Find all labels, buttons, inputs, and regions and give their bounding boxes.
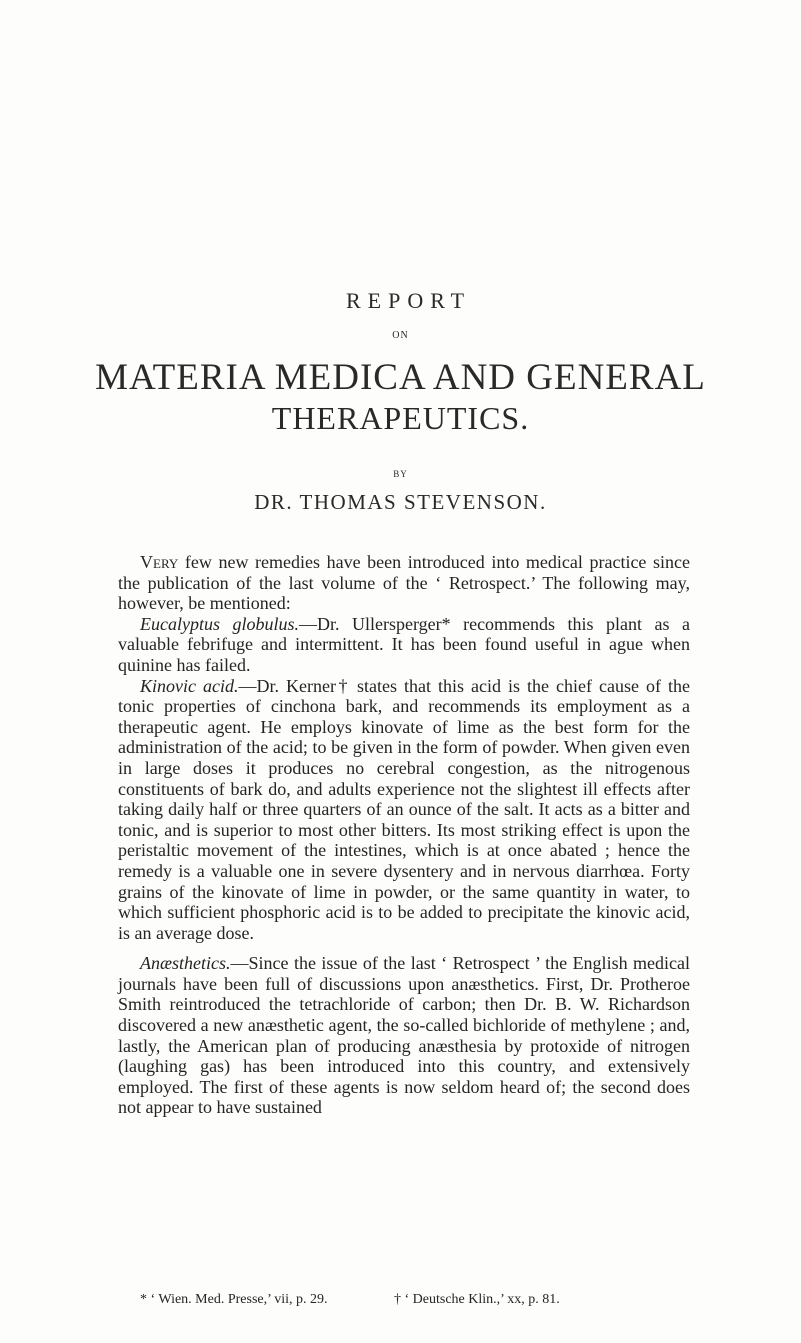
- anaesthetics-term: Anæsthetics.: [140, 953, 231, 974]
- anaesthetics-text: —Since the issue of the last ‘ Retrospect ’ the English medical journals have been full of discussions upon anæsthetics. First, Dr. Protheroe Smith reintroduced the tetrachloride of carbon; then Dr. B. W. Richardson discovered a new anæsthetic agent, the so-called bichloride of methylene ; and, lastly, the American plan of producing anæsthesia by protoxide of nitrogen (laughing gas) has been introduced into this country, and extensively employed. The first of these agents is now seldom heard of; the second does not appear to have sustained: [118, 953, 690, 1118]
- by-label: BY: [393, 469, 408, 479]
- footnotes: [140, 1292, 700, 1308]
- report-heading: REPORT: [345, 288, 472, 313]
- paragraph-intro: [118, 552, 690, 614]
- intro-text: few new remedies have been introduced into medical practice since the publication of the last volume of the ‘ Retrospect.’ The following may, however, be mentioned:: [118, 552, 690, 614]
- footnote-1: * ‘ Wien. Med. Presse,’ vii, p. 29.: [140, 1292, 328, 1307]
- paragraph-kinovic-acid: [118, 676, 690, 944]
- eucalyptus-term: Eucalyptus globulus.: [140, 613, 299, 634]
- footnote-2: † ‘ Deutsche Klin.,’ xx, p. 81.: [394, 1292, 560, 1307]
- title-line-1: MATERIA MEDICA AND GENERAL: [95, 357, 706, 398]
- body-text: [118, 552, 690, 1118]
- title-line-2: THERAPEUTICS.: [271, 400, 530, 436]
- eucalyptus-text: —Dr. Ullersperger* recommends this plant as a valuable febrifuge and intermittent. It has been found useful in ague when quinine has failed.: [118, 613, 690, 675]
- paragraph-eucalyptus: [118, 614, 690, 676]
- kinovic-acid-term: Kinovic acid.: [140, 675, 239, 696]
- on-label: ON: [392, 330, 409, 341]
- intro-lead-word: Very: [140, 552, 179, 572]
- author-name: DR. THOMAS STEVENSON.: [254, 490, 547, 514]
- kinovic-acid-text: —Dr. Kerner† states that this acid is the chief cause of the tonic properties of cinchona bark, and recommends its employment as a therapeutic agent. He employs kinovate of lime as the best form for the administration of the acid; to be given in the form of powder. When given even in large doses it produces no cerebral congestion, as the nitrogenous constituents of bark do, and adults experience not the slightest ill effects after taking daily half or three quarters of an ounce of the salt. It acts as a bitter and tonic, and is superior to most other bitters. Its most striking effect is upon the peristaltic movement of the intestines, which is at once abated ; hence the remedy is a valuable one in severe dysentery and in nervous diarrhœa. Forty grains of the kinovate of lime in powder, or the same quantity in water, to which sufficient phosphoric acid is to be added to precipitate the kinovic acid, is an average dose.: [118, 675, 690, 943]
- paragraph-anaesthetics: [118, 953, 690, 1118]
